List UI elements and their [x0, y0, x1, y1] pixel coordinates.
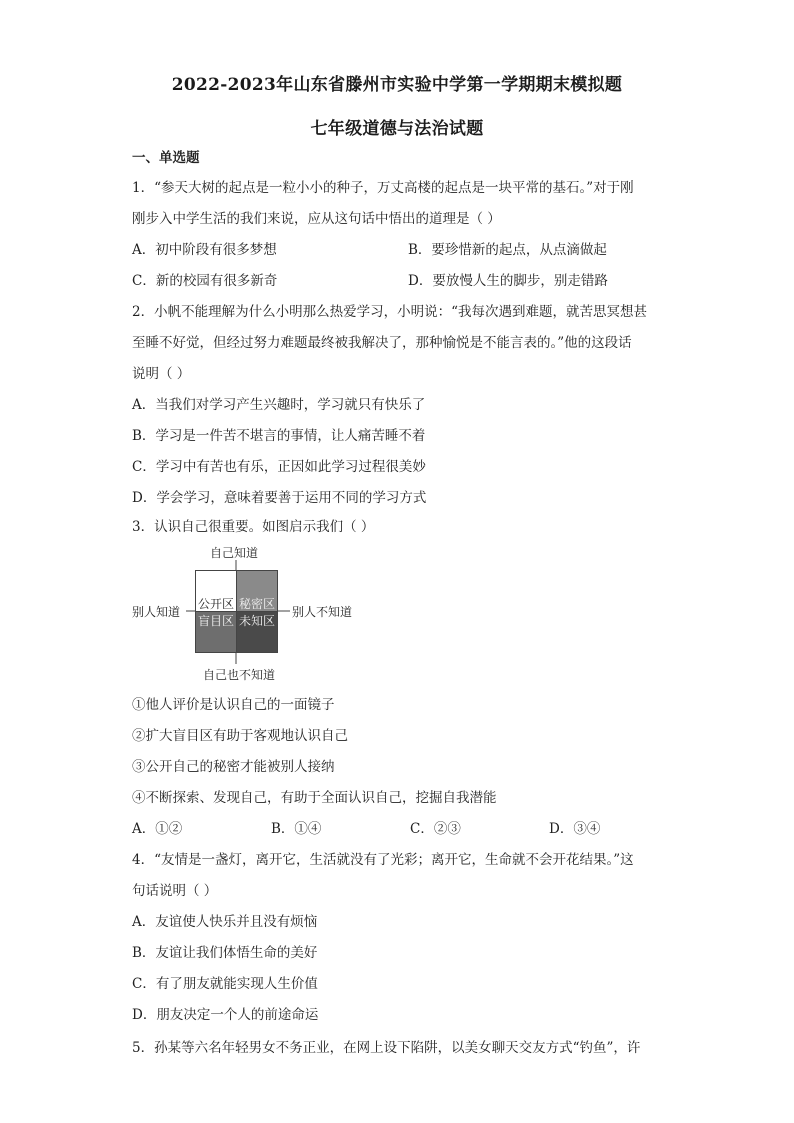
q2-option-d: D．学会学习，意味着要善于运用不同的学习方式 [132, 490, 427, 506]
q3-statement-4: ④不断探索、发现自己，有助于全面认识自己，挖掘自我潜能 [132, 790, 497, 806]
q4-option-b: B．友谊让我们体悟生命的美好 [132, 945, 318, 961]
q3-option-c: C．②③ [410, 821, 461, 837]
q3-option-a: A．①② [132, 821, 183, 837]
diagram-label-top: 自己知道 [210, 546, 259, 560]
section-heading: 一、单选题 [132, 150, 200, 166]
q1-option-c: C．新的校园有很多新奇 [132, 273, 278, 289]
quadrant-label-blind: 盲目区 [198, 614, 235, 628]
q3-option-b: B．①④ [271, 821, 322, 837]
diagram-label-right: 别人不知道 [292, 605, 353, 619]
q3-statement-2: ②扩大盲目区有助于客观地认识自己 [132, 728, 348, 744]
q4-option-c: C．有了朋友就能实现人生价值 [132, 976, 318, 992]
q4-option-d: D．朋友决定一个人的前途命运 [132, 1007, 319, 1023]
johari-window-diagram [128, 540, 368, 680]
q3-statement-3: ③公开自己的秘密才能被别人接纳 [132, 759, 335, 775]
q5-stem-line1: 5．孙某等六名年轻男女不务正业，在网上设下陷阱，以美女聊天交友方式“钓鱼”，许 [132, 1040, 641, 1056]
diagram-label-bottom: 自己也不知道 [203, 668, 276, 682]
q2-stem-line1: 2．小帆不能理解为什么小明那么热爱学习，小明说：“我每次遇到难题，就苦思冥想甚 [132, 304, 647, 320]
quadrant-label-secret: 秘密区 [239, 597, 276, 611]
q3-option-d: D．③④ [549, 821, 601, 837]
exam-title: 2022-2023年山东省滕州市实验中学第一学期期末模拟题 [171, 75, 623, 95]
q3-statement-1: ①他人评价是认识自己的一面镜子 [132, 697, 335, 713]
q1-option-a: A．初中阶段有很多梦想 [132, 242, 277, 258]
q1-option-b: B．要珍惜新的起点，从点滴做起 [408, 242, 607, 258]
q4-stem-line2: 句话说明（ ） [132, 883, 218, 899]
quadrant-label-unknown: 未知区 [239, 614, 276, 628]
exam-subtitle: 七年级道德与法治试题 [310, 119, 484, 139]
quadrant-label-open: 公开区 [198, 597, 235, 611]
q1-stem-line1: 1．“参天大树的起点是一粒小小的种子，万丈高楼的起点是一块平常的基石。”对于刚 [132, 180, 634, 196]
q3-stem-line1: 3．认识自己很重要。如图启示我们（ ） [132, 519, 375, 535]
q1-option-d: D．要放慢人生的脚步，别走错路 [408, 273, 608, 289]
q4-option-a: A．友谊使人快乐并且没有烦恼 [132, 914, 318, 930]
diagram-label-left: 别人知道 [132, 605, 181, 619]
q1-stem-line2: 刚步入中学生活的我们来说，应从这句话中悟出的道理是（ ） [132, 211, 501, 227]
q2-stem-line2: 至睡不好觉，但经过努力难题最终被我解决了，那种愉悦是不能言表的。”他的这段话 [132, 335, 632, 351]
q2-option-b: B．学习是一件苦不堪言的事情，让人痛苦睡不着 [132, 428, 426, 444]
q4-stem-line1: 4．“友情是一盏灯，离开它，生活就没有了光彩；离开它，生命就不会开花结果。”这 [132, 852, 634, 868]
q2-option-c: C．学习中有苦也有乐，正因如此学习过程很美妙 [132, 459, 426, 475]
q2-option-a: A．当我们对学习产生兴趣时，学习就只有快乐了 [132, 397, 426, 413]
q2-stem-line3: 说明（ ） [132, 366, 191, 382]
